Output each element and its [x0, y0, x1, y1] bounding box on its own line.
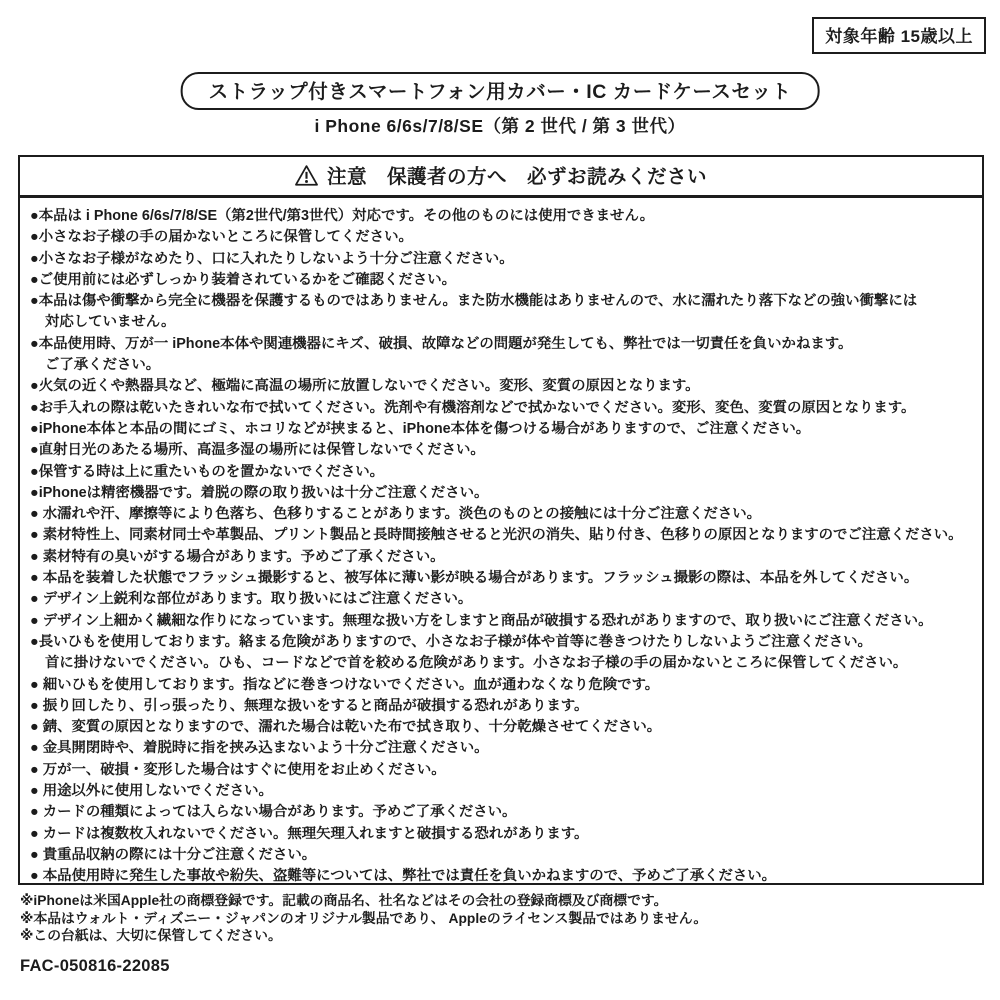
caution-item-text: ●iPhoneは精密機器です。着脱の際の取り扱いは十分ご注意ください。	[30, 484, 489, 501]
caution-item	[30, 760, 976, 781]
caution-item	[30, 675, 976, 696]
caution-item-text: ●お手入れの際は乾いたきれいな布で拭いてください。洗剤や有機溶剤などで拭かないでください。変形、変色、変質の原因となります。	[30, 399, 916, 416]
caution-item-text: ● 振り回したり、引っ張ったり、無理な扱いをすると商品が破損する恐れがあります。	[30, 697, 589, 714]
caution-item	[30, 206, 976, 227]
compatible-models: i Phone 6/6s/7/8/SE（第 2 世代 / 第 3 世代）	[314, 116, 686, 136]
caution-item	[30, 547, 976, 568]
caution-item-text: ● 本品を装着した状態でフラッシュ撮影すると、被写体に薄い影が映る場合があります。フラッシュ撮影の際は、本品を外してください。	[30, 570, 919, 587]
caution-item	[30, 504, 976, 525]
caution-item-text: ● 本品使用時に発生した事故や紛失、盗難等については、弊社では責任を負いかねますので、予めご了承ください。	[30, 868, 777, 885]
caution-list	[20, 198, 982, 885]
caution-item-text: ●本品使用時、万が一 iPhone本体や関連機器にキズ、破損、故障などの問題が発生しても、弊社では一切責任を負いかねます。	[30, 335, 853, 352]
caution-item	[30, 589, 976, 610]
caution-item	[30, 717, 976, 738]
footnotes	[20, 892, 707, 945]
caution-item	[30, 376, 976, 397]
caution-item-text: ● カードは複数枚入れないでください。無理矢理入れますと破損する恐れがあります。	[30, 825, 589, 842]
caution-item-text: ●保管する時は上に重たいものを置かないでください。	[30, 463, 385, 480]
caution-item-text: ● 素材特有の臭いがする場合があります。予めご了承ください。	[30, 548, 445, 565]
caution-item	[30, 611, 976, 632]
warning-triangle-icon	[295, 164, 318, 187]
caution-item	[30, 824, 976, 845]
caution-item	[30, 802, 976, 823]
caution-item-text: ● 万が一、破損・変形した場合はすぐに使用をお止めください。	[30, 761, 446, 778]
target-age-badge: 対象年齢 15歳以上	[812, 17, 986, 54]
caution-item-text: ● 金具開閉時や、着脱時に指を挟み込まないよう十分ご注意ください。	[30, 740, 489, 757]
caution-item-text: ●火気の近くや熱器具など、極端に高温の場所に放置しないでください。変形、変質の原因となります。	[30, 378, 700, 395]
caution-item-continuation: ご了承ください。	[45, 357, 161, 374]
caution-item-text: ● デザイン上鋭利な部位があります。取り扱いにはご注意ください。	[30, 591, 473, 608]
footnote-line: ※本品はウォルト・ディズニー・ジャパンのオリジナル製品であり、 Appleのライセンス製品ではありません。	[20, 910, 708, 926]
caution-item-text: ●小さなお子様の手の届かないところに保管してください。	[30, 229, 413, 246]
caution-item	[30, 291, 976, 334]
caution-item	[30, 738, 976, 759]
caution-item	[30, 270, 976, 291]
caution-item	[30, 227, 976, 248]
caution-item-text: ● 錆、変質の原因となりますので、濡れた場合は乾いた布で拭き取り、十分乾燥させてください。	[30, 719, 662, 736]
caution-item	[30, 845, 976, 866]
caution-item-text: ●ご使用前には必ずしっかり装着されているかをご確認ください。	[30, 271, 457, 288]
caution-item-continuation: 首に掛けないでください。ひも、コードなどで首を絞める危険があります。小さなお子様の手の届かないところに保管してください。	[45, 655, 908, 672]
caution-item-text: ● カードの種類によっては入らない場合があります。予めご了承ください。	[30, 804, 517, 821]
caution-item	[30, 462, 976, 483]
caution-item-text: ●直射日光のあたる場所、高温多湿の場所には保管しないでください。	[30, 442, 485, 459]
footnote-line: ※この台紙は、大切に保管してください。	[20, 928, 282, 944]
caution-item-text: ● 貴重品収納の際には十分ご注意ください。	[30, 846, 317, 863]
caution-item	[30, 781, 976, 802]
caution-item-text: ● 水濡れや汗、摩擦等により色落ち、色移りすることがあります。淡色のものとの接触には十分ご注意ください。	[30, 506, 762, 523]
caution-item-text: ●長いひもを使用しております。絡まる危険がありますので、小さなお子様が体や首等に巻きつけたりしないようご注意ください。	[30, 633, 872, 650]
caution-item	[30, 483, 976, 504]
caution-item	[30, 632, 976, 675]
caution-item-continuation: 対応していません。	[45, 314, 176, 331]
caution-item	[30, 398, 976, 419]
caution-item	[30, 568, 976, 589]
caution-item	[30, 525, 976, 546]
caution-item-text: ●本品は傷や衝撃から完全に機器を保護するものではありません。また防水機能はありませんので、水に濡れたり落下などの強い衝撃には	[30, 293, 918, 310]
caution-item-text: ● 細いひもを使用しております。指などに巻きつけないでください。血が通わなくなり危険です。	[30, 676, 660, 693]
caution-item	[30, 249, 976, 270]
caution-item-text: ●小さなお子様がなめたり、口に入れたりしないよう十分ご注意ください。	[30, 250, 514, 267]
caution-item	[30, 334, 976, 377]
caution-heading: 注意 保護者の方へ 必ずお読みください	[326, 166, 707, 188]
caution-item	[30, 696, 976, 717]
caution-header	[20, 157, 982, 198]
caution-item-text: ● 素材特性上、同素材同士や革製品、プリント製品と長時間接触させると光沢の消失、貼り付き、色移りの原因となりますのでご注意ください。	[30, 527, 963, 544]
caution-item	[30, 866, 976, 885]
product-title: ストラップ付きスマートフォン用カバー・IC カードケースセット	[181, 72, 820, 110]
footnote-line: ※iPhoneは米国Apple社の商標登録です。記載の商品名、社名などはその会社の登録商標及び商標です。	[20, 893, 668, 908]
caution-item-text: ● 用途以外に使用しないでください。	[30, 783, 273, 800]
caution-box	[18, 155, 984, 885]
caution-item-text: ●iPhone本体と本品の間にゴミ、ホコリなどが挟まると、iPhone本体を傷つける場合がありますので、ご注意ください。	[30, 420, 811, 437]
caution-item-text: ●本品は i Phone 6/6s/7/8/SE（第2世代/第3世代）対応です。その他のものには使用できません。	[30, 208, 655, 224]
caution-item	[30, 440, 976, 461]
product-code: FAC-050816-22085	[20, 957, 170, 975]
caution-item-text: ● デザイン上細かく繊細な作りになっています。無理な扱い方をしますと商品が破損する恐れがありますので、取り扱いにご注意ください。	[30, 612, 933, 629]
caution-item	[30, 419, 976, 440]
